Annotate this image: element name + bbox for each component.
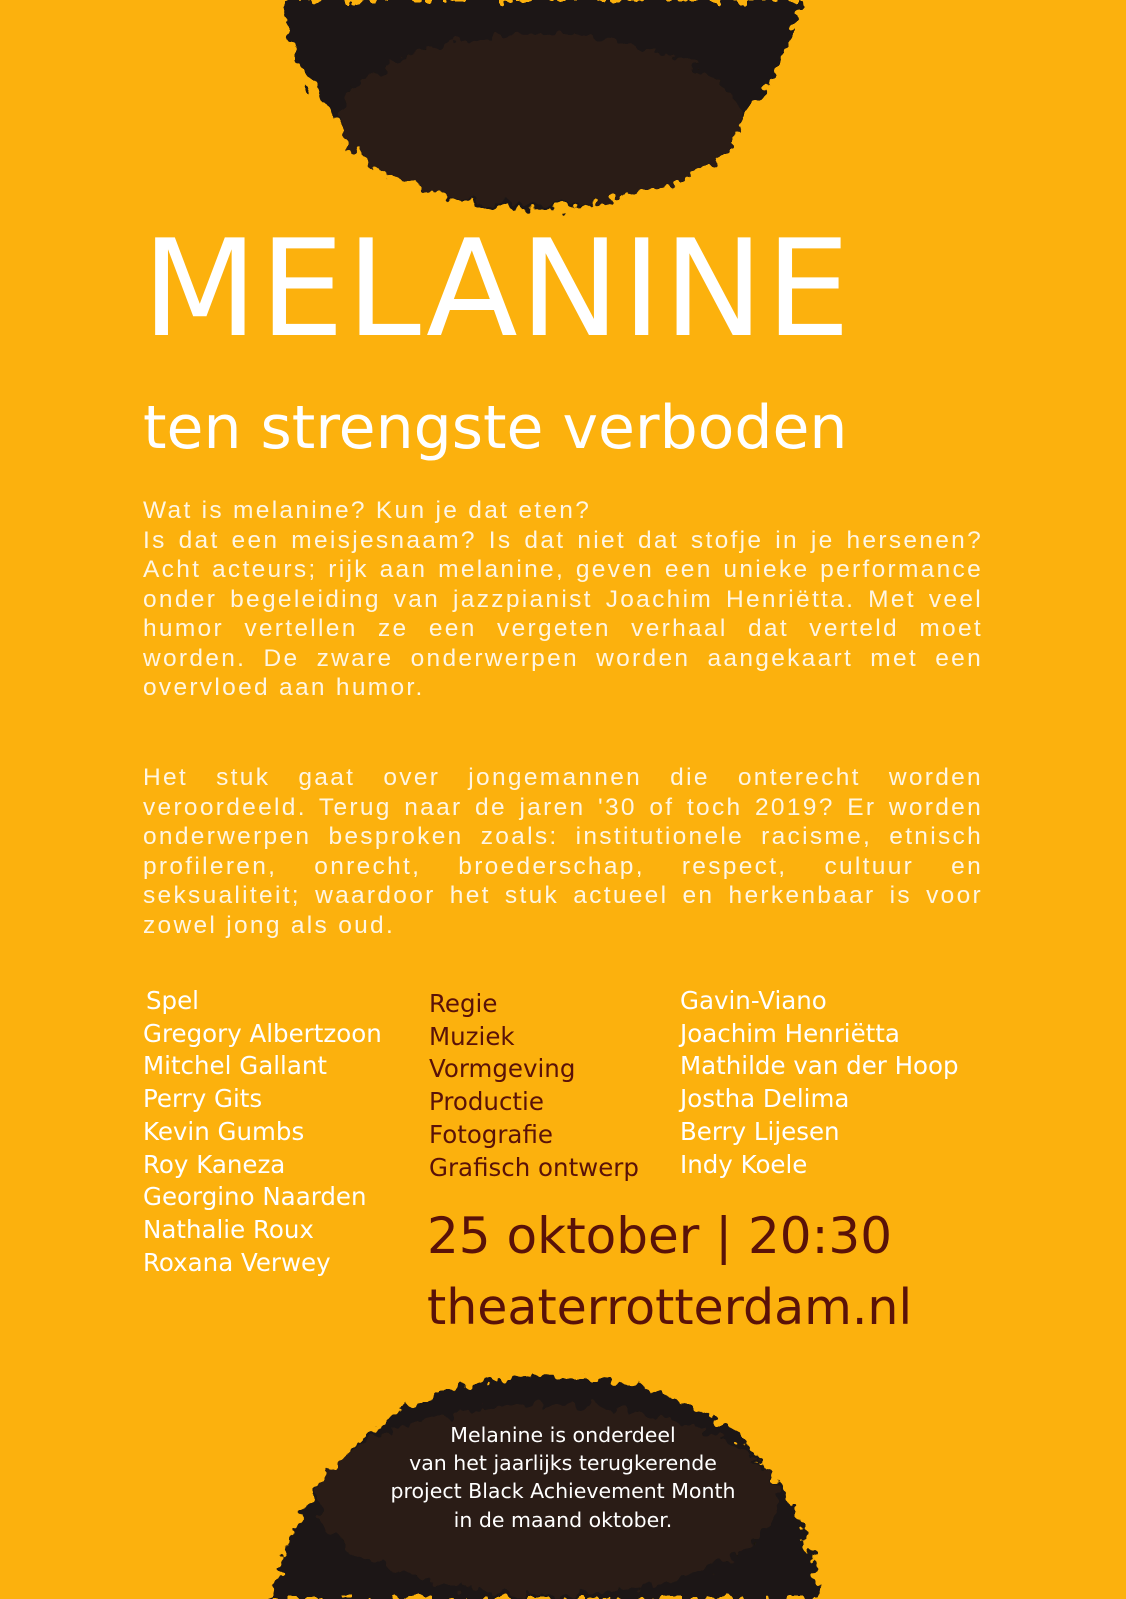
cast-member: Mitchel Gallant (143, 1051, 327, 1081)
description-paragraph-1 (143, 496, 983, 703)
crew-roles-list (429, 988, 639, 1184)
cast-member: Roxana Verwey (143, 1247, 331, 1277)
cast-member: Roy Kaneza (143, 1149, 286, 1179)
footnote-line: van het jaarlijks terugkerende (409, 1451, 717, 1476)
cast-list (143, 985, 382, 1279)
crew-role: Grafisch ontwerp (429, 1152, 639, 1182)
crew-role: Vormgeving (429, 1054, 576, 1084)
description-paragraph-2: Het stuk gaat over jongemannen die onterecht worden veroordeeld. Terug naar de jaren '30 of toch 2019? Er worden onderwerpen besproken zoals: institutionele racisme, etnisch profileren, onrecht, broederschap, respect, cultuur en seksualiteit; waardoor het stuk actueel en herkenbaar is voor zowel jong als oud. (143, 764, 983, 939)
crew-name: Mathilde van der Hoop (680, 1051, 959, 1081)
crew-name: Jostha Delima (680, 1084, 850, 1114)
cast-member: Nathalie Roux (143, 1214, 314, 1244)
poster-subtitle: ten strengste verboden (143, 393, 848, 463)
crew-name: Gavin-Viano (680, 986, 827, 1015)
crew-role: Fotografie (429, 1119, 553, 1149)
footnote-line: project Black Achievement Month (390, 1479, 736, 1504)
description-text: Is dat een meisjesnaam? Is dat niet dat stofje in je hersenen? Acht acteurs; rijk aan melanine, geven een unieke performance onder begeleiding van jazzpianist Joachim Henriëtta. Met veel humor vertellen ze een vergeten verhaal dat verteld moet worden. De zware onderwerpen worden aangekaart met een overvloed aan humor. (143, 526, 983, 701)
hair-top-image (0, 0, 1126, 240)
crew-name: Berry Lijesen (680, 1116, 840, 1146)
description-question: Wat is melanine? Kun je dat eten? (143, 497, 592, 524)
crew-role: Muziek (429, 1021, 515, 1051)
footnote-line: in de maand oktober. (453, 1507, 673, 1532)
footnote (340, 1421, 786, 1534)
poster-title: MELANINE (142, 211, 853, 367)
cast-member: Kevin Gumbs (143, 1116, 305, 1146)
crew-role: Regie (429, 989, 498, 1018)
cast-member: Gregory Albertzoon (143, 1018, 382, 1048)
crew-name: Indy Koele (680, 1149, 808, 1179)
performance-date-time: 25 oktober | 20:30 (427, 1207, 893, 1265)
footnote-line: Melanine is onderdeel (450, 1423, 676, 1447)
crew-names-list (680, 985, 959, 1181)
cast-member: Georgino Naarden (143, 1182, 367, 1212)
crew-name: Joachim Henriëtta (680, 1018, 900, 1048)
cast-label: Spel (146, 986, 199, 1015)
cast-member: Perry Gits (143, 1084, 263, 1114)
website-link[interactable]: theaterrotterdam.nl (427, 1279, 913, 1336)
crew-role: Productie (429, 1087, 544, 1117)
